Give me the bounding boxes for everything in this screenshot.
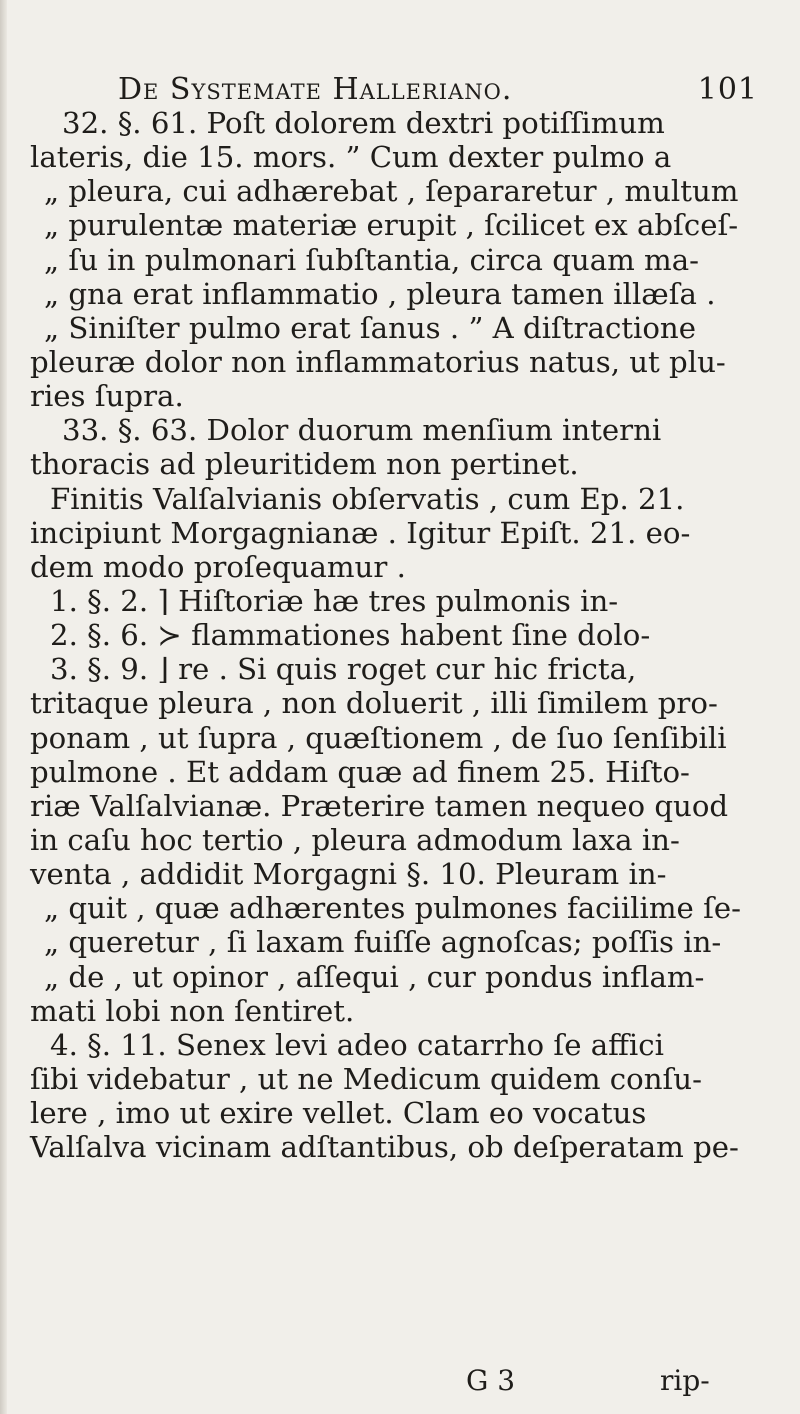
body-text bbox=[30, 106, 770, 1164]
text-line: „ gna erat inflammatio , pleura tamen illæſa . bbox=[44, 276, 716, 311]
text-line: lere , imo ut exire vellet. Clam eo vocatus bbox=[30, 1096, 647, 1131]
text-line: 3. §. 9. ⌋ re . Si quis roget cur hic fricta, bbox=[50, 652, 637, 687]
text-line: 33. §. 63. Dolor duorum menſium interni bbox=[62, 413, 662, 448]
text-line: „ de , ut opinor , aſſequi , cur pondus inflam- bbox=[44, 959, 705, 994]
text-line: 2. §. 6. ≻ flammationes habent ſine dolo- bbox=[50, 618, 651, 653]
text-line: Finitis Valſalvianis obſervatis , cum Ep. 21. bbox=[50, 481, 685, 516]
text-line: lateris, die 15. mors. ” Cum dexter pulmo a bbox=[30, 140, 672, 175]
page-number: 101 bbox=[697, 72, 758, 107]
text-line: pulmone . Et addam quæ ad finem 25. Hiſto- bbox=[30, 754, 690, 789]
catchword: rip- bbox=[660, 1364, 710, 1397]
text-line: „ pleura, cui adhærebat , ſepararetur , multum bbox=[44, 174, 739, 209]
text-line: mati lobi non ſentiret. bbox=[30, 993, 355, 1028]
text-line: incipiunt Morgagnianæ . Igitur Epiſt. 21. eo- bbox=[30, 515, 691, 550]
text-line: „ purulentæ materiæ erupit , ſcilicet ex abſceſ- bbox=[44, 208, 739, 243]
text-line: Valſalva vicinam adſtantibus, ob deſperatam pe- bbox=[30, 1130, 739, 1165]
text-line: ſibi videbatur , ut ne Medicum quidem conſu- bbox=[30, 1061, 702, 1096]
text-line: „ ſu in pulmonari ſubſtantia, circa quam ma- bbox=[44, 242, 699, 277]
text-line: 1. §. 2. ⌉ Hiſtoriæ hæ tres pulmonis in- bbox=[50, 583, 619, 618]
text-line: ries ſupra. bbox=[30, 379, 184, 414]
running-title: De Systemate Halleriano. bbox=[118, 72, 513, 107]
text-line: 4. §. 11. Senex levi adeo catarrho ſe affici bbox=[50, 1027, 664, 1062]
text-line: thoracis ad pleuritidem non pertinet. bbox=[30, 447, 579, 482]
page-gutter bbox=[0, 0, 7, 1414]
text-line: ponam , ut ſupra , quæſtionem , de ſuo ſenſibili bbox=[30, 720, 727, 755]
text-line: venta , addidit Morgagni §. 10. Pleuram in- bbox=[30, 857, 667, 892]
text-line: riæ Valſalvianæ. Præterire tamen nequeo quod bbox=[30, 788, 729, 823]
text-line: in caſu hoc tertio , pleura admodum laxa in- bbox=[30, 822, 680, 857]
text-line: dem modo proſequamur . bbox=[30, 549, 406, 584]
signature-mark: G 3 bbox=[466, 1364, 516, 1397]
text-line: „ quit , quæ adhærentes pulmones faciilime ſe- bbox=[44, 891, 742, 926]
text-line: „ queretur , ſi laxam fuiſſe agnoſcas; poſſis in- bbox=[44, 925, 722, 960]
text-line: „ Siniſter pulmo erat ſanus . ” A diſtractione bbox=[44, 310, 697, 345]
text-line: tritaque pleura , non doluerit , illi ſimilem pro- bbox=[30, 686, 718, 721]
page-footer bbox=[466, 1364, 766, 1398]
text-line: 32. §. 61. Poſt dolorem dextri potiſſimum bbox=[62, 106, 665, 140]
text-line: pleuræ dolor non inflammatorius natus, ut plu- bbox=[30, 344, 726, 379]
